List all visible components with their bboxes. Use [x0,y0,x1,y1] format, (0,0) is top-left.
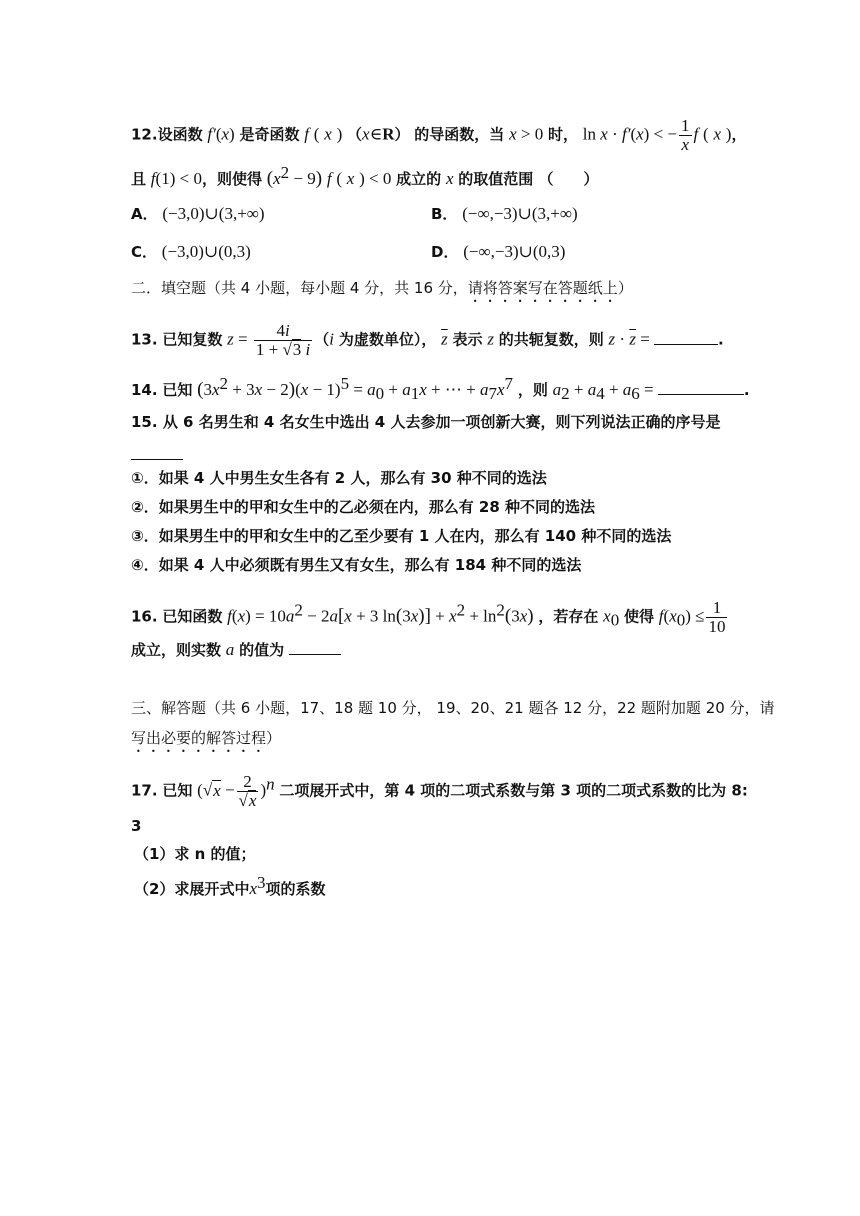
q15-number: 15. [131,413,158,431]
q12-p3: 时， [547,125,578,144]
section3-title-end: ） [266,729,282,747]
section3-title-emphasis: 写出必要的解答过程 [131,729,267,747]
q14-number: 14. [131,381,158,399]
q15-item-2: ②．如果男生中的甲和女生中的乙必须在内，那么有 28 种不同的选法 [131,498,596,516]
q17-text-a: 已知 [162,781,193,800]
q13-number: 13. [131,330,158,349]
q12-optB: (−∞,−3)∪(3,+∞) [462,204,578,223]
q12-optD-label: D． [431,243,459,261]
q14-text-b: ，则 [517,381,548,399]
q12-options-row1 [131,204,265,224]
q12-optC: (−3,0)∪(0,3) [161,242,251,261]
section3-title-line1: 三、解答题（共 6 小题，17、18 题 10 分， 19、20、21 题各 12 分，22 题附加题 20 分，请 [131,699,775,717]
q16-text-b: ，若存在 [538,607,599,626]
q15-answer-line [131,445,183,465]
section2-title-a: 二．填空题（共 4 小题，每小题 4 分，共 16 分， [131,279,468,297]
q12-lead: 12.设函数 [131,125,203,144]
q17-number: 17. [131,781,158,800]
q17-line2: 3 [131,817,142,835]
q12-line2-c: 成立的 [396,170,442,188]
q13-text-c: 表示 [452,330,483,349]
q12-optB-wrap [431,204,578,224]
q13-text-d: 的共轭复数，则 [498,330,604,349]
q12-line2-d: 的取值范围 （ ） [458,170,599,188]
q12-line1: 12.设函数 f′(x) 是奇函数 f ( x ) （x∈R） 的导函数，当 x > 0 时， ln x · f′(x) < − $\frac{1}{x}$ f ( x )， [131,116,747,154]
q17-part2-b: 项的系数 [265,880,326,898]
q12-line2: 且 f(1) < 0，则使得 $(x^2 - 9)$ f ( x ) < 0 成立的 x 的取值范围 （ ） [131,163,599,189]
q14-text-a: 已知 [162,381,193,399]
q17-part2: （2）求展开式中$x^3$项的系数 [134,873,326,898]
q16-line1: 16. 已知函数 $f(x) = 10a^2 - 2a[x + 3$ $\ln(3x)] + x^2 + \ln^2(3x)$ ，若存在 $x_0$ 使得 $f(x_0)$ ≤ $\frac{1}{10}$ [131,598,726,636]
q16-text-c: 使得 [623,607,654,626]
q12-p2: 的导函数，当 [414,125,505,144]
q15-item-3: ③．如果男生中的甲和女生中的乙至少要有 1 人在内，那么有 140 种不同的选法 [131,527,672,545]
q15-answer-blank[interactable] [131,459,183,460]
section2-title-emphasis: 请将答案写在答题纸上 [467,279,618,297]
q12-formula-fprime: f′ [207,124,216,144]
q17-part1: （1）求 n 的值； [134,845,256,863]
q16-text-a: 已知函数 [162,607,223,626]
q12-optD-wrap [431,242,565,262]
q15-text: 从 6 名男生和 4 名女生中选出 4 人去参加一项创新大赛，则下列说法正确的序号是 [162,413,721,431]
q13-text-b: 为虚数单位）， [338,330,437,349]
q12-optA: (−3,0)∪(3,+∞) [162,204,265,223]
q16-answer-blank[interactable] [289,654,341,655]
q12-line2-b: ，则使得 [201,170,262,188]
q12-p1: 是奇函数 [239,125,300,144]
q13-text-a: 已知复数 [162,330,223,349]
q17-line1: 17. 已知 (√x − $\frac{2}{√x}$ )$^n$ 二项展开式中，第 4 项的二项式系数与第 3 项的二项式系数的比为 8: [131,772,748,810]
q15-stem [131,412,720,432]
q13: 13. 已知复数 z = $\frac{4i}{1 + √3 i}$ （i 为虚数单位）， $\overline{z}$ 表示 z 的共轭复数，则 $z \cdot \overline{z}$ = . [131,321,724,359]
section3-title-line2 [131,728,281,756]
section2-title [131,278,633,306]
q15-item-1: ①．如果 4 人中男生女生各有 2 人，那么有 30 种不同的选法 [131,469,547,487]
q12-options-row2 [131,242,251,262]
q12-optA-label: A． [131,205,158,223]
q16-number: 16. [131,607,158,626]
q12-optD: (−∞,−3)∪(0,3) [463,242,566,261]
q12-optB-label: B． [431,205,458,223]
q14-answer-blank[interactable] [658,394,744,395]
q12-line2-a: 且 [131,170,147,188]
q16-text-d: 成立，则实数 [131,641,222,659]
q13-answer-blank[interactable] [654,344,718,345]
q16-line2: 成立，则实数 a 的值为 [131,640,341,660]
q12-optC-label: C． [131,243,158,261]
section2-title-c: ） [617,279,633,297]
q14: 14. 已知 $(3x^2 + 3x - 2)(x - 1)^5 = a_0 + a_1x$ + ⋯ + $a_7x^7$ ，则 $a_2 + a_4 + a_6$ = . [131,374,750,403]
q17-part2-a: （2）求展开式中 [134,880,250,898]
q17-text-b: 二项展开式中，第 4 项的二项式系数与第 3 项的二项式系数的比为 8: [279,781,748,800]
q15-item-4: ④．如果 4 人中必须既有男生又有女生，那么有 184 种不同的选法 [131,556,582,574]
q16-text-e: 的值为 [239,641,285,659]
